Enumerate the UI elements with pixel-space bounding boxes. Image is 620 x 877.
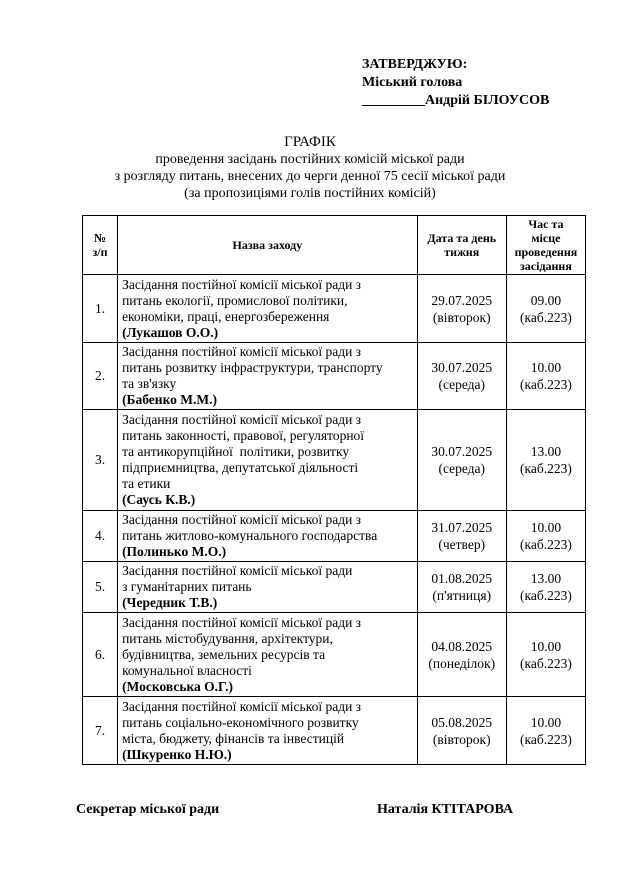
table-row — [83, 275, 586, 343]
title-line-1: проведення засідань постійних комісій міської ради — [155, 152, 465, 167]
date-value: 04.08.2025 — [431, 638, 493, 654]
event-name-line: Засідання постійної комісії міської ради — [122, 563, 353, 578]
row-date — [417, 697, 506, 765]
row-time-place — [506, 697, 585, 765]
event-name-line: Засідання постійної комісії міської ради з — [122, 412, 361, 427]
row-date — [417, 275, 506, 343]
header-time-place: Час та місце проведення засідання — [506, 216, 585, 275]
row-time-place — [506, 343, 585, 410]
room-value: (каб.223) — [519, 377, 572, 392]
date-value: 30.07.2025 — [431, 360, 493, 375]
title-main: ГРАФІК — [284, 134, 336, 150]
room-value: (каб.223) — [519, 537, 572, 552]
event-name-line: та антикорупційної політики, розвитку — [122, 444, 350, 459]
committee-head: (Шкуренко Н.Ю.) — [122, 746, 232, 762]
row-number: 7. — [83, 697, 118, 765]
row-number: 3. — [83, 410, 118, 511]
event-name-line: та етики — [122, 476, 171, 491]
event-name-line: та зв'язку — [122, 376, 177, 391]
row-date — [417, 410, 506, 511]
row-number: 6. — [83, 613, 118, 697]
time-value: 10.00 — [530, 520, 562, 535]
row-event-name — [118, 343, 418, 410]
row-number: 1. — [83, 275, 118, 343]
document-title — [0, 134, 620, 202]
approval-position: Міський голова — [362, 75, 463, 90]
room-value: (каб.223) — [519, 461, 572, 476]
table-row — [83, 511, 586, 562]
time-value: 13.00 — [530, 571, 562, 586]
event-name-line: Засідання постійної комісії міської ради з — [122, 344, 361, 359]
room-value: (каб.223) — [519, 731, 572, 747]
approval-block — [362, 56, 549, 110]
row-time-place — [506, 613, 585, 697]
row-number: 4. — [83, 511, 118, 562]
event-name-line: з гуманітарних питань — [122, 579, 252, 594]
event-name-line: економіки, праці, енергозбереження — [122, 308, 330, 324]
event-name-line: Засідання постійної комісії міської ради з — [122, 614, 361, 630]
event-name-line: Засідання постійної комісії міської ради з — [122, 698, 361, 714]
header-number: № з/п — [83, 216, 118, 275]
table-row — [83, 562, 586, 613]
table-header-row — [83, 216, 586, 275]
row-date — [417, 613, 506, 697]
date-value: 05.08.2025 — [431, 714, 493, 730]
row-date — [417, 343, 506, 410]
row-event-name — [118, 562, 418, 613]
row-time-place — [506, 275, 585, 343]
date-value: 29.07.2025 — [431, 292, 493, 308]
event-name-line: Засідання постійної комісії міської ради з — [122, 512, 361, 527]
weekday-value: (вівторок) — [432, 731, 491, 747]
weekday-value: (п'ятниця) — [432, 588, 492, 603]
table-row — [83, 410, 586, 511]
weekday-value: (середа) — [438, 377, 486, 392]
table-row — [83, 697, 586, 765]
event-name-line: питань соціально-економічного розвитку — [122, 714, 359, 730]
committee-head: (Чередник Т.В.) — [122, 595, 218, 610]
row-number: 2. — [83, 343, 118, 410]
committee-head: (Полинько М.О.) — [122, 544, 227, 559]
row-date — [417, 511, 506, 562]
committee-head: (Лукашов О.О.) — [122, 324, 219, 340]
row-event-name — [118, 613, 418, 697]
row-time-place — [506, 410, 585, 511]
committee-head: (Бабенко М.М.) — [122, 392, 218, 407]
footer-name: Наталія КТІТАРОВА — [377, 802, 514, 817]
table-row — [83, 343, 586, 410]
event-name-line: Засідання постійної комісії міської ради з — [122, 276, 361, 292]
row-number: 5. — [83, 562, 118, 613]
event-name-line: комунальної власності — [122, 662, 252, 678]
room-value: (каб.223) — [519, 655, 572, 671]
table-body — [83, 275, 586, 765]
room-value: (каб.223) — [519, 309, 572, 325]
schedule-table — [82, 215, 586, 765]
event-name-line: питань житлово-комунального господарства — [122, 528, 378, 543]
date-value: 01.08.2025 — [431, 571, 493, 586]
header-event-name: Назва заходу — [118, 216, 418, 275]
row-event-name — [118, 275, 418, 343]
row-time-place — [506, 511, 585, 562]
event-name-line: питань екології, промислової політики, — [122, 292, 348, 308]
committee-head: (Саусь К.В.) — [122, 492, 196, 507]
row-event-name — [118, 511, 418, 562]
time-value: 10.00 — [530, 360, 562, 375]
time-value: 13.00 — [530, 444, 562, 459]
event-name-line: питань законності, правової, регуляторної — [122, 428, 365, 443]
event-name-line: підприємництва, депутатської діяльності — [122, 460, 359, 475]
date-value: 31.07.2025 — [431, 520, 493, 535]
title-line-2: з розгляду питань, внесених до черги денної 75 сесії міської ради — [114, 169, 506, 184]
time-value: 10.00 — [530, 638, 562, 654]
approval-signature: _________Андрій БІЛОУСОВ — [362, 93, 550, 108]
event-name-line: будівництва, земельних ресурсів та — [122, 646, 326, 662]
time-value: 09.00 — [530, 292, 562, 308]
title-line-3: (за пропозиціями голів постійних комісій) — [184, 186, 436, 201]
header-date: Дата та день тижня — [417, 216, 506, 275]
event-name-line: міста, бюджету, фінансів та інвестицій — [122, 730, 345, 746]
event-name-line: питань містобудування, архітектури, — [122, 630, 333, 646]
event-name-line: питань розвитку інфраструктури, транспорту — [122, 360, 383, 375]
committee-head: (Московська О.Г.) — [122, 678, 233, 694]
time-value: 10.00 — [530, 714, 562, 730]
weekday-value: (понеділок) — [428, 655, 496, 671]
date-value: 30.07.2025 — [431, 444, 493, 459]
row-event-name — [118, 697, 418, 765]
weekday-value: (вівторок) — [432, 309, 491, 325]
row-date — [417, 562, 506, 613]
room-value: (каб.223) — [519, 588, 572, 603]
weekday-value: (середа) — [438, 461, 486, 476]
row-event-name — [118, 410, 418, 511]
row-time-place — [506, 562, 585, 613]
weekday-value: (четвер) — [438, 537, 486, 552]
footer-position: Секретар міської ради — [76, 802, 220, 817]
table-row — [83, 613, 586, 697]
approval-title: ЗАТВЕРДЖУЮ: — [362, 57, 468, 72]
